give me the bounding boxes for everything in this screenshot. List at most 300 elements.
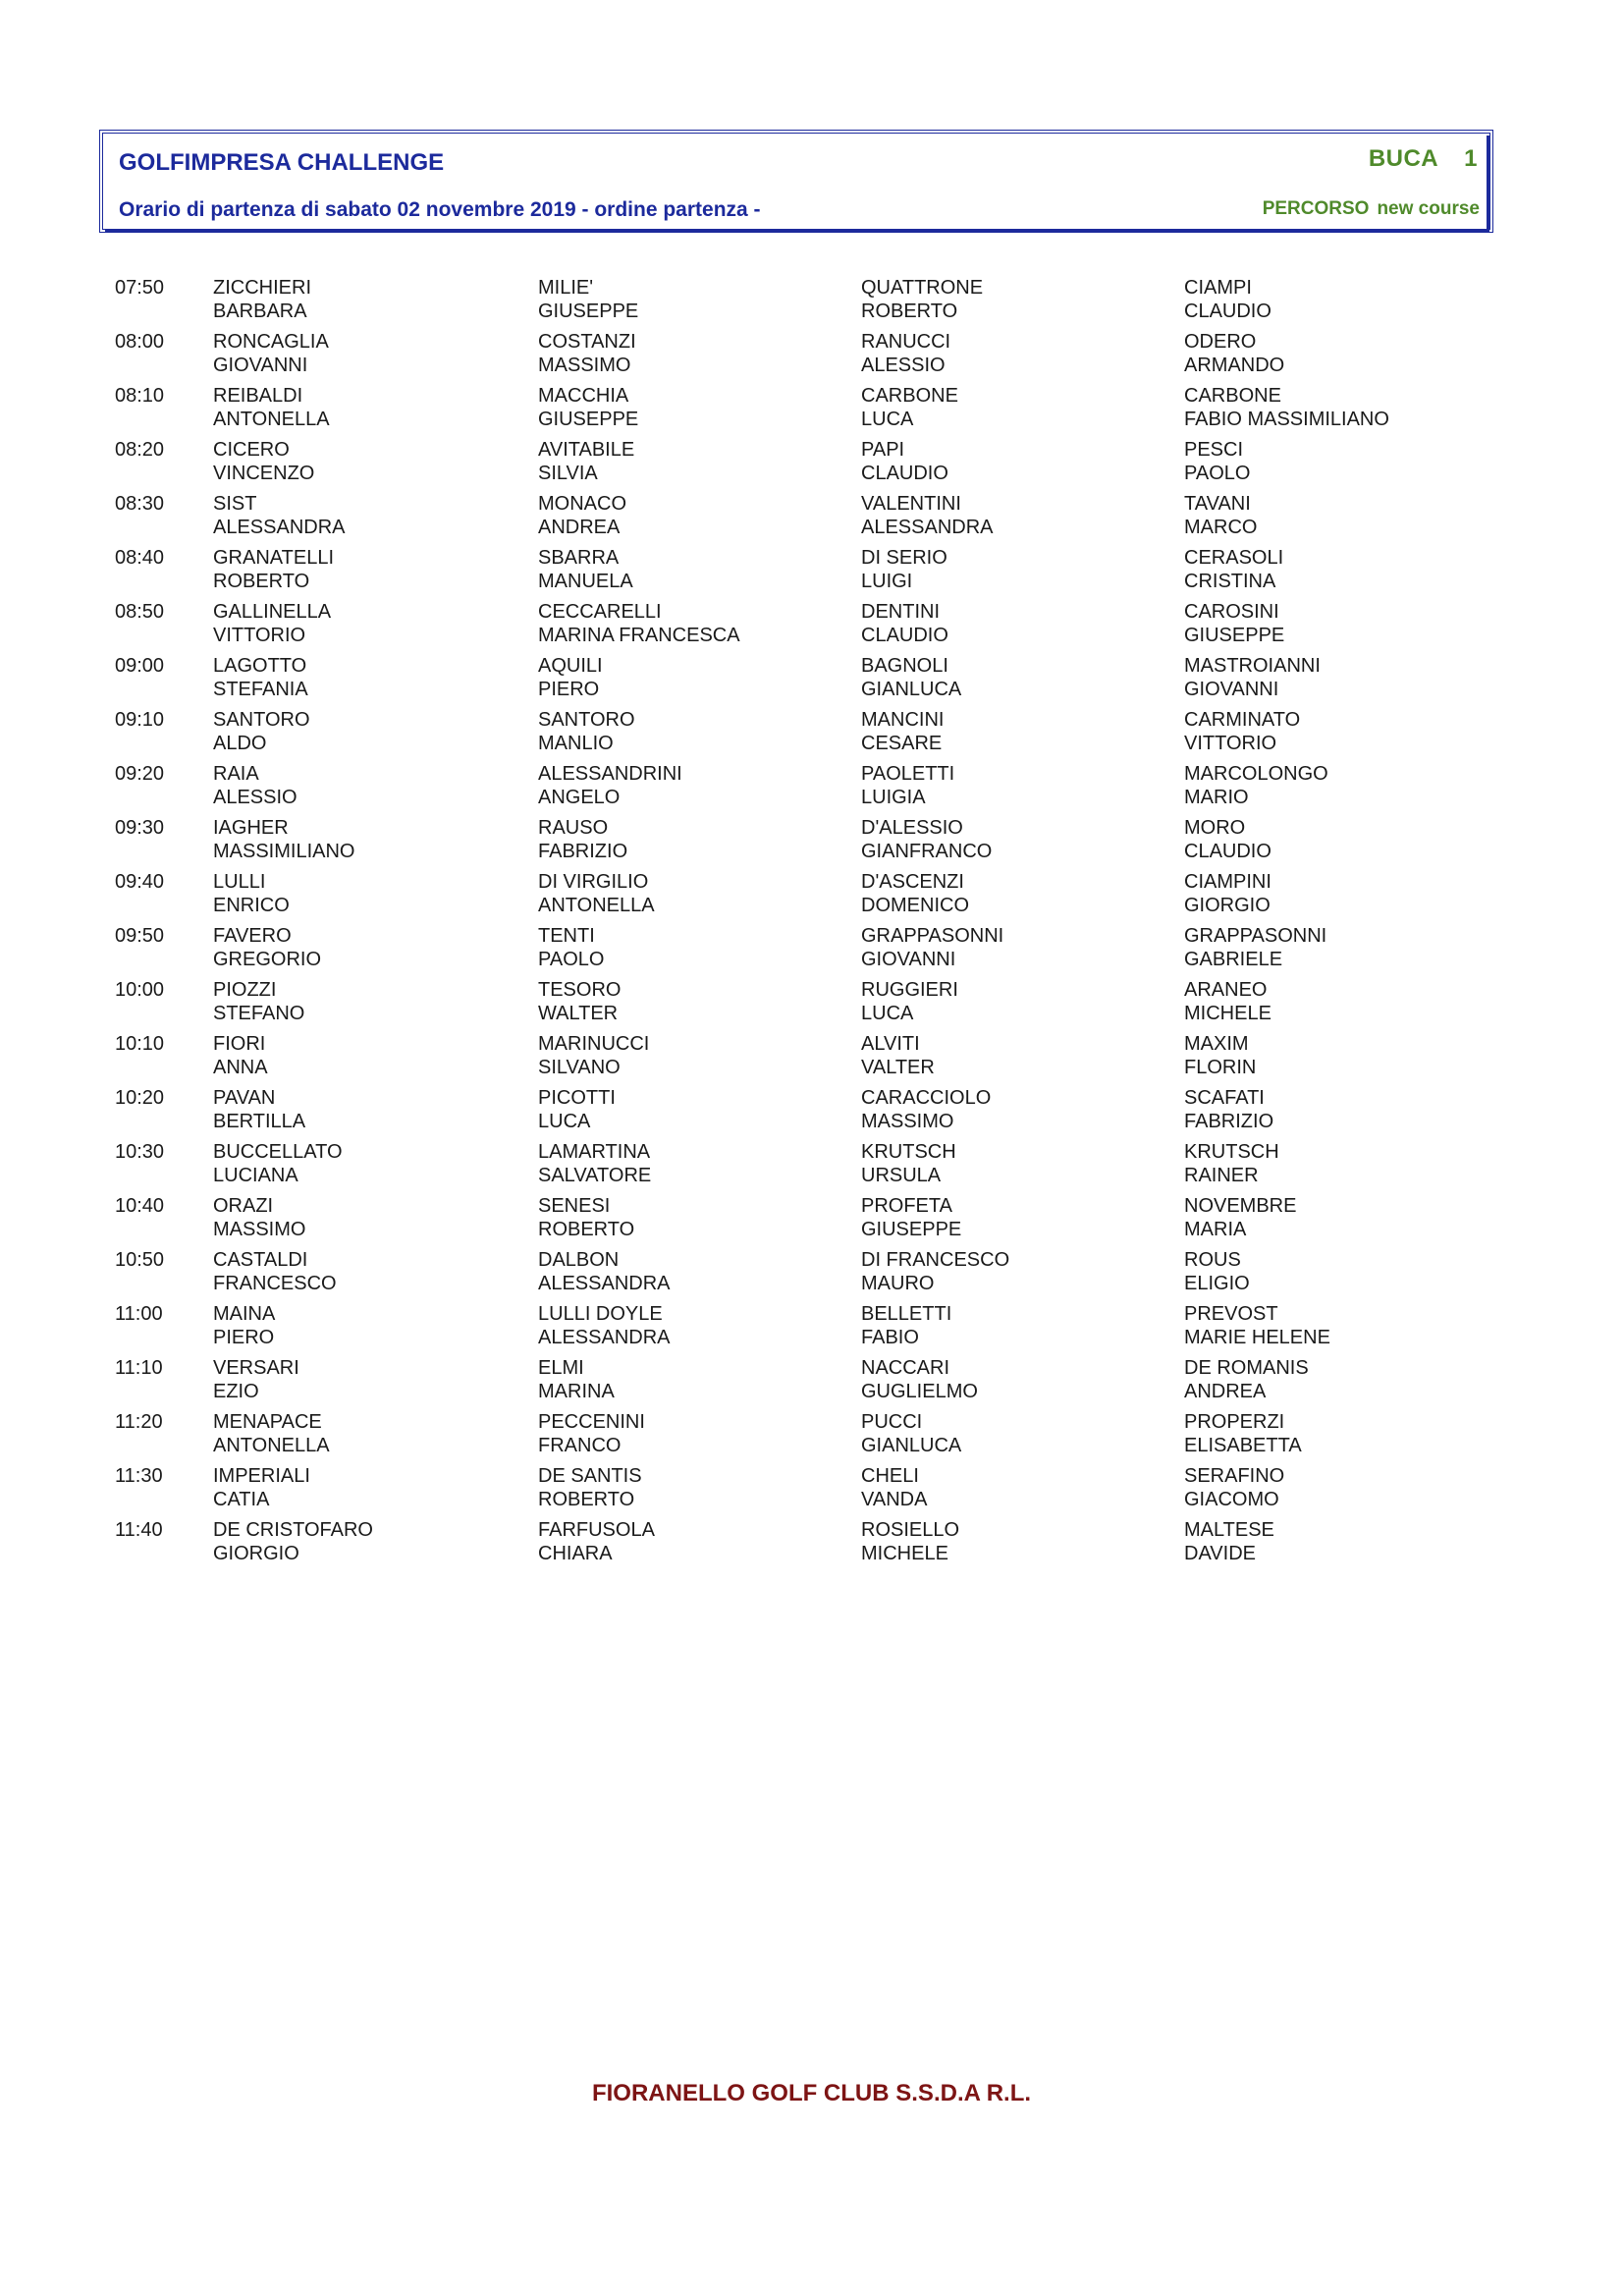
player-given-name: PIERO [538,679,600,700]
player-surname: SCAFATI [1184,1087,1265,1109]
player-entry [538,816,627,863]
player-given-name: LUCA [861,409,914,430]
player-given-name: GIANLUCA [861,1435,962,1456]
player-given-name: MASSIMO [213,1219,306,1240]
player-surname: KRUTSCH [1184,1141,1279,1163]
player-entry [538,978,621,1025]
player-entry [213,600,331,647]
tee-time: 10:30 [115,1141,165,1163]
player-surname: LAMARTINA [538,1141,651,1163]
tee-time-row [0,1356,1623,1410]
player-surname: VALENTINI [861,493,961,515]
player-given-name: ALESSANDRA [213,517,346,538]
player-entry [861,870,969,917]
player-given-name: CLAUDIO [861,625,948,646]
player-surname: DI SERIO [861,547,947,569]
player-given-name: RAINER [1184,1165,1259,1186]
player-surname: ORAZI [213,1195,274,1217]
player-entry [213,1140,343,1187]
player-given-name: GABRIELE [1184,949,1283,970]
tee-time: 11:40 [115,1519,163,1541]
player-given-name: ANTONELLA [213,409,330,430]
player-given-name: ALESSIO [213,787,298,808]
tee-time: 09:20 [115,763,165,785]
player-given-name: WALTER [538,1003,619,1024]
player-surname: MANCINI [861,709,945,731]
player-given-name: LUIGIA [861,787,926,808]
player-given-name: ROBERTO [213,571,310,592]
player-surname: BAGNOLI [861,655,948,677]
player-given-name: ELIGIO [1184,1273,1250,1294]
player-surname: MILIE' [538,277,594,299]
player-entry [1184,600,1284,647]
player-entry [1184,1248,1250,1295]
player-entry [213,816,354,863]
tee-time-row [0,1464,1623,1518]
player-surname: IMPERIALI [213,1465,310,1487]
player-given-name: SILVANO [538,1057,621,1078]
player-given-name: MARIE HELENE [1184,1327,1330,1348]
tee-time-row [0,708,1623,762]
player-entry [1184,924,1326,971]
player-entry [213,1086,305,1133]
player-surname: DE SANTIS [538,1465,642,1487]
player-surname: NOVEMBRE [1184,1195,1297,1217]
tee-time-row [0,384,1623,438]
player-given-name: GIUSEPPE [538,301,639,322]
player-given-name: MAURO [861,1273,935,1294]
player-surname: TAVANI [1184,493,1251,515]
player-entry [213,1518,373,1565]
player-entry [861,654,961,701]
player-given-name: ROBERTO [861,301,958,322]
player-given-name: MASSIMO [538,355,631,376]
player-surname: MAXIM [1184,1033,1249,1055]
player-given-name: GIOVANNI [1184,679,1279,700]
player-entry [1184,492,1257,539]
player-surname: GRAPPASONNI [1184,925,1327,947]
player-surname: PREVOST [1184,1303,1278,1325]
player-surname: DE ROMANIS [1184,1357,1309,1379]
player-entry [1184,1032,1256,1079]
player-entry [1184,1464,1284,1511]
player-given-name: FABIO [861,1327,919,1348]
player-surname: RAUSO [538,817,609,839]
player-surname: SANTORO [213,709,310,731]
player-given-name: ROBERTO [538,1489,635,1510]
player-surname: MASTROIANNI [1184,655,1321,677]
player-surname: D'ASCENZI [861,871,964,893]
player-entry [861,1194,961,1241]
player-given-name: ENRICO [213,895,290,916]
player-surname: CHELI [861,1465,919,1487]
tee-time: 09:30 [115,817,165,839]
player-entry [538,1032,649,1079]
player-given-name: ROBERTO [538,1219,635,1240]
player-surname: MONACO [538,493,626,515]
player-entry [861,1248,1009,1295]
player-surname: ALESSANDRINI [538,763,682,785]
player-entry [1184,438,1250,485]
player-given-name: MICHELE [1184,1003,1271,1024]
tee-time: 08:50 [115,601,165,623]
tee-time-row [0,1032,1623,1086]
player-given-name: GIACOMO [1184,1489,1279,1510]
player-given-name: MICHELE [861,1543,948,1564]
player-surname: TESORO [538,979,622,1001]
player-surname: PICOTTI [538,1087,616,1109]
player-given-name: ALDO [213,733,267,754]
player-entry [538,924,604,971]
player-given-name: CLAUDIO [1184,301,1271,322]
player-entry [1184,276,1271,323]
buca-label: BUCA [1368,145,1439,172]
player-given-name: FABIO MASSIMILIANO [1184,409,1389,430]
player-surname: ALVITI [861,1033,920,1055]
player-surname: ROUS [1184,1249,1241,1271]
player-entry [538,1356,615,1403]
player-surname: DI FRANCESCO [861,1249,1010,1271]
player-entry [213,870,290,917]
player-surname: FAVERO [213,925,292,947]
tee-time-row [0,1410,1623,1464]
player-entry [1184,978,1271,1025]
player-entry [861,1302,951,1349]
player-given-name: MARIO [1184,787,1249,808]
player-given-name: LUCA [538,1111,591,1132]
tee-time-row [0,330,1623,384]
player-surname: DE CRISTOFARO [213,1519,373,1541]
player-given-name: ALESSANDRA [538,1327,671,1348]
player-entry [861,330,950,377]
player-given-name: GIOVANNI [213,355,308,376]
player-entry [538,546,633,593]
player-given-name: MANUELA [538,571,633,592]
tee-time-row [0,1248,1623,1302]
tee-time-row [0,870,1623,924]
player-given-name: BARBARA [213,301,307,322]
player-surname: ZICCHIERI [213,277,311,299]
player-surname: VERSARI [213,1357,299,1379]
player-surname: FIORI [213,1033,266,1055]
buca-number: 1 [1464,145,1478,172]
player-entry [1184,708,1300,755]
tee-time-row [0,492,1623,546]
player-surname: PROPERZI [1184,1411,1285,1433]
player-given-name: ELISABETTA [1184,1435,1302,1456]
player-given-name: ANDREA [538,517,621,538]
player-entry [538,1464,642,1511]
player-entry [1184,1410,1302,1457]
player-entry [1184,870,1271,917]
player-entry [861,1410,961,1457]
player-entry [538,1518,655,1565]
player-entry [861,978,958,1025]
tee-time-row [0,1194,1623,1248]
tee-time: 09:40 [115,871,165,893]
player-entry [1184,546,1283,593]
player-given-name: STEFANO [213,1003,305,1024]
player-given-name: MASSIMILIANO [213,841,355,862]
player-surname: PAOLETTI [861,763,955,785]
player-entry [1184,762,1328,809]
tee-time-row [0,1086,1623,1140]
player-entry [213,1356,299,1403]
player-given-name: FABRIZIO [538,841,628,862]
player-given-name: ANTONELLA [538,895,655,916]
player-given-name: LUIGI [861,571,913,592]
player-given-name: VALTER [861,1057,935,1078]
player-entry [213,654,308,701]
player-given-name: CHIARA [538,1543,613,1564]
player-entry [861,546,947,593]
player-surname: CARMINATO [1184,709,1301,731]
player-entry [1184,1086,1273,1133]
player-entry [861,708,944,755]
player-given-name: PIERO [213,1327,275,1348]
schedule-subtitle: Orario di partenza di sabato 02 novembre 2019 - ordine partenza - [119,198,761,221]
player-given-name: GIUSEPPE [1184,625,1285,646]
player-surname: PUCCI [861,1411,923,1433]
player-given-name: ANTONELLA [213,1435,330,1456]
player-entry [213,276,311,323]
player-surname: DALBON [538,1249,620,1271]
player-surname: SBARRA [538,547,620,569]
player-surname: LULLI [213,871,266,893]
tee-time-row [0,600,1623,654]
player-entry [213,1302,275,1349]
tee-time: 10:50 [115,1249,165,1271]
club-footer: FIORANELLO GOLF CLUB S.S.D.A R.L. [591,2080,1032,2106]
player-entry [1184,1356,1309,1403]
player-surname: MENAPACE [213,1411,322,1433]
player-surname: PROFETA [861,1195,952,1217]
player-entry [861,1356,978,1403]
player-surname: CASTALDI [213,1249,308,1271]
tee-time: 08:40 [115,547,165,569]
player-surname: TENTI [538,925,595,947]
player-given-name: ALESSANDRA [861,517,994,538]
player-surname: CAROSINI [1184,601,1279,623]
player-surname: DI VIRGILIO [538,871,649,893]
player-surname: SENESI [538,1195,611,1217]
player-entry [538,330,636,377]
player-given-name: FABRIZIO [1184,1111,1274,1132]
player-given-name: LUCIANA [213,1165,298,1186]
player-entry [538,1086,616,1133]
player-surname: AVITABILE [538,439,635,461]
player-entry [1184,1140,1279,1187]
player-surname: MAINA [213,1303,276,1325]
tee-time: 09:10 [115,709,165,731]
player-surname: GRANATELLI [213,547,334,569]
player-entry [861,438,948,485]
player-given-name: CLAUDIO [1184,841,1271,862]
player-surname: COSTANZI [538,331,636,353]
player-entry [538,1248,671,1295]
player-entry [1184,654,1321,701]
player-given-name: CATIA [213,1489,270,1510]
player-entry [1184,1194,1296,1241]
buca-indicator [1369,145,1478,173]
player-given-name: LUCA [861,1003,914,1024]
player-given-name: VITTORIO [1184,733,1277,754]
player-surname: DENTINI [861,601,940,623]
player-surname: MARINUCCI [538,1033,650,1055]
tee-time: 11:00 [115,1303,163,1325]
player-given-name: MARINA FRANCESCA [538,625,740,646]
player-surname: ROSIELLO [861,1519,960,1541]
tee-time: 10:00 [115,979,165,1001]
player-given-name: MARIA [1184,1219,1247,1240]
player-given-name: SALVATORE [538,1165,652,1186]
player-surname: SIST [213,493,257,515]
tee-time: 08:00 [115,331,165,353]
tee-time: 09:50 [115,925,165,947]
player-surname: PECCENINI [538,1411,645,1433]
player-surname: ARANEO [1184,979,1268,1001]
player-surname: LAGOTTO [213,655,307,677]
player-surname: PAPI [861,439,905,461]
tee-time: 10:20 [115,1087,165,1109]
player-surname: PIOZZI [213,979,277,1001]
player-given-name: GUGLIELMO [861,1381,978,1402]
player-given-name: SILVIA [538,463,598,484]
player-given-name: ALESSIO [861,355,946,376]
player-surname: RONCAGLIA [213,331,329,353]
player-surname: CIAMPINI [1184,871,1271,893]
player-entry [861,1032,935,1079]
player-given-name: MASSIMO [861,1111,954,1132]
player-entry [538,438,634,485]
player-surname: MACCHIA [538,385,629,407]
tee-time-row [0,276,1623,330]
player-entry [213,1410,330,1457]
player-entry [861,492,994,539]
player-entry [1184,384,1389,431]
player-surname: RAIA [213,763,259,785]
player-given-name: URSULA [861,1165,942,1186]
player-surname: MARCOLONGO [1184,763,1328,785]
player-surname: CICERO [213,439,290,461]
player-surname: PESCI [1184,439,1244,461]
player-surname: ODERO [1184,331,1257,353]
player-entry [538,762,682,809]
player-given-name: FLORIN [1184,1057,1257,1078]
player-entry [213,1194,305,1241]
player-entry [213,1032,268,1079]
player-entry [861,1464,927,1511]
player-given-name: ARMANDO [1184,355,1285,376]
player-entry [538,600,740,647]
player-given-name: GIUSEPPE [538,409,639,430]
player-given-name: GIUSEPPE [861,1219,962,1240]
player-given-name: ANDREA [1184,1381,1267,1402]
player-entry [861,276,983,323]
tee-time-row [0,762,1623,816]
player-given-name: CLAUDIO [861,463,948,484]
player-entry [861,600,948,647]
player-surname: RUGGIERI [861,979,958,1001]
player-entry [861,1518,959,1565]
player-entry [213,708,310,755]
tee-time-row [0,654,1623,708]
player-surname: CARBONE [861,385,958,407]
player-entry [861,1086,991,1133]
player-surname: NACCARI [861,1357,950,1379]
tee-time: 08:20 [115,439,165,461]
player-surname: IAGHER [213,817,289,839]
player-given-name: VANDA [861,1489,928,1510]
tee-time: 11:10 [115,1357,163,1379]
tee-time: 10:10 [115,1033,165,1055]
player-entry [538,276,638,323]
player-given-name: PAOLO [538,949,605,970]
player-surname: SANTORO [538,709,635,731]
player-entry [213,492,346,539]
player-surname: MORO [1184,817,1246,839]
tee-time: 08:10 [115,385,165,407]
tee-time-row [0,438,1623,492]
player-surname: CECCARELLI [538,601,662,623]
player-entry [1184,330,1284,377]
player-entry [213,330,329,377]
tee-time-row [0,816,1623,870]
player-entry [213,384,330,431]
tee-time-row [0,924,1623,978]
player-entry [1184,816,1271,863]
player-given-name: VITTORIO [213,625,306,646]
tee-time: 07:50 [115,277,165,299]
header-box [99,130,1493,233]
player-surname: SERAFINO [1184,1465,1285,1487]
player-surname: CARACCIOLO [861,1087,992,1109]
player-entry [538,492,626,539]
player-entry [213,1464,310,1511]
player-surname: ELMI [538,1357,584,1379]
player-entry [538,870,655,917]
player-given-name: MARCO [1184,517,1258,538]
player-given-name: CRISTINA [1184,571,1276,592]
player-entry [861,1140,956,1187]
player-surname: MALTESE [1184,1519,1274,1541]
tee-time: 10:40 [115,1195,165,1217]
player-entry [861,924,1003,971]
player-entry [213,438,314,485]
tee-time-list [0,276,1623,1572]
player-surname: CARBONE [1184,385,1281,407]
percorso-indicator [1263,198,1480,220]
player-given-name: ANGELO [538,787,621,808]
player-given-name: GIOVANNI [861,949,956,970]
player-entry [861,762,954,809]
player-given-name: DOMENICO [861,895,969,916]
tee-time-row [0,1302,1623,1356]
player-surname: GALLINELLA [213,601,332,623]
percorso-value: new course [1377,198,1480,219]
player-entry [538,708,635,755]
player-given-name: PAOLO [1184,463,1251,484]
tee-time: 08:30 [115,493,165,515]
player-given-name: GIORGIO [213,1543,299,1564]
player-entry [213,546,334,593]
player-entry [213,762,298,809]
player-given-name: STEFANIA [213,679,308,700]
player-surname: FARFUSOLA [538,1519,655,1541]
player-entry [213,924,321,971]
player-surname: CERASOLI [1184,547,1284,569]
player-given-name: FRANCESCO [213,1273,337,1294]
